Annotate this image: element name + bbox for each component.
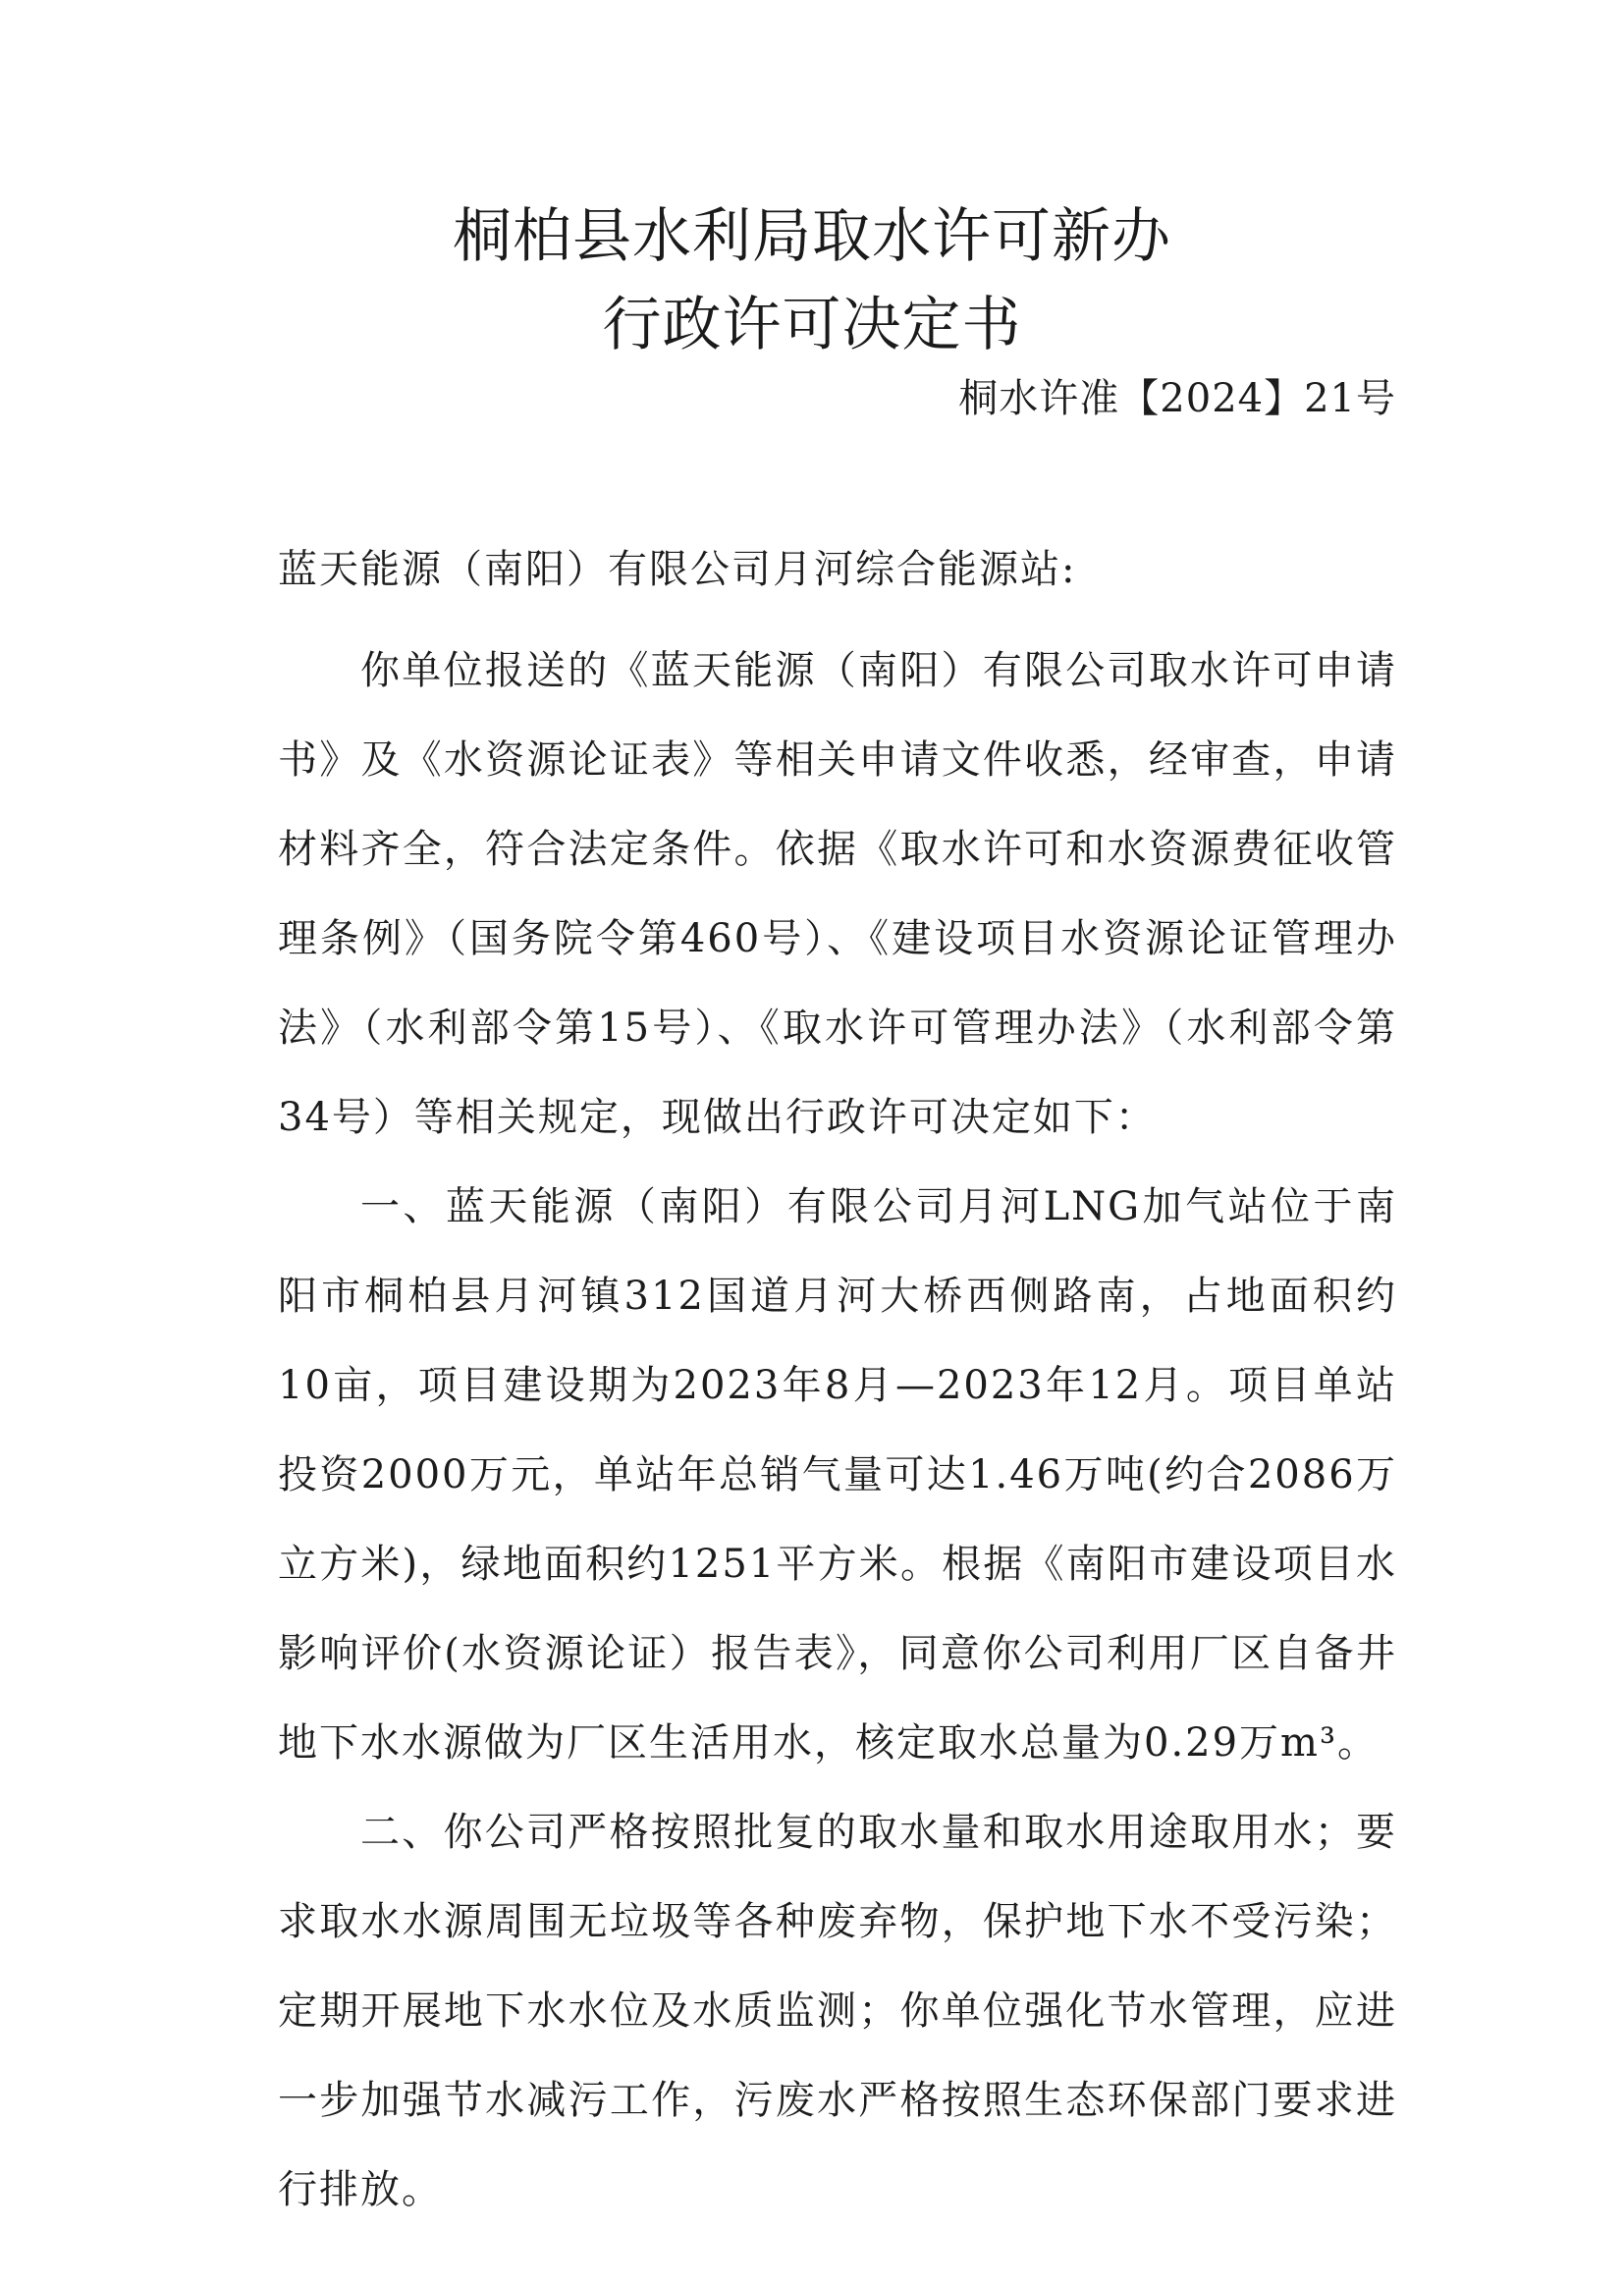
paragraph-item-2: 二、你公司严格按照批复的取水量和取水用途取用水；要求取水水源周围无垃圾等各种废弃物，保护地下水不受污染；定期开展地下水水位及水质监测；你单位强化节水管理，应进一步加强节水减污工作，污废水严格按照生态环保部门要求进行排放。 [278,1810,1397,2212]
title-line-2: 行政许可决定书 [602,291,1022,359]
document-title [0,192,1624,369]
document-body [278,626,1397,2235]
document-number: 桐水许准【2024】21号 [958,376,1396,421]
title-line-1: 桐柏县水利局取水许可新办 [453,202,1171,271]
salutation: 蓝天能源（南阳）有限公司月河综合能源站: [278,547,1077,592]
paragraph-intro: 你单位报送的《蓝天能源（南阳）有限公司取水许可申请书》及《水资源论证表》等相关申请文件收悉，经审查，申请材料齐全，符合法定条件。依据《取水许可和水资源费征收管理条例》（国务院令第460号）、《建设项目水资源论证管理办法》（水利部令第15号）、《取水许可管理办法》（水利部令第34号）等相关规定，现做出行政许可决定如下： [278,648,1397,1140]
paragraph-item-1: 一、蓝天能源（南阳）有限公司月河LNG加气站位于南阳市桐柏县月河镇312国道月河大桥西侧路南，占地面积约10亩，项目建设期为2023年8月—2023年12月。项目单站投资2000万元，单站年总销气量可达1.46万吨(约合2086万立方米)，绿地面积约1251平方米。根据《南阳市建设项目水影响评价(水资源论证）报告表》，同意你公司利用厂区自备井地下水水源做为厂区生活用水，核定取水总量为0.29万m³。 [278,1184,1397,1766]
